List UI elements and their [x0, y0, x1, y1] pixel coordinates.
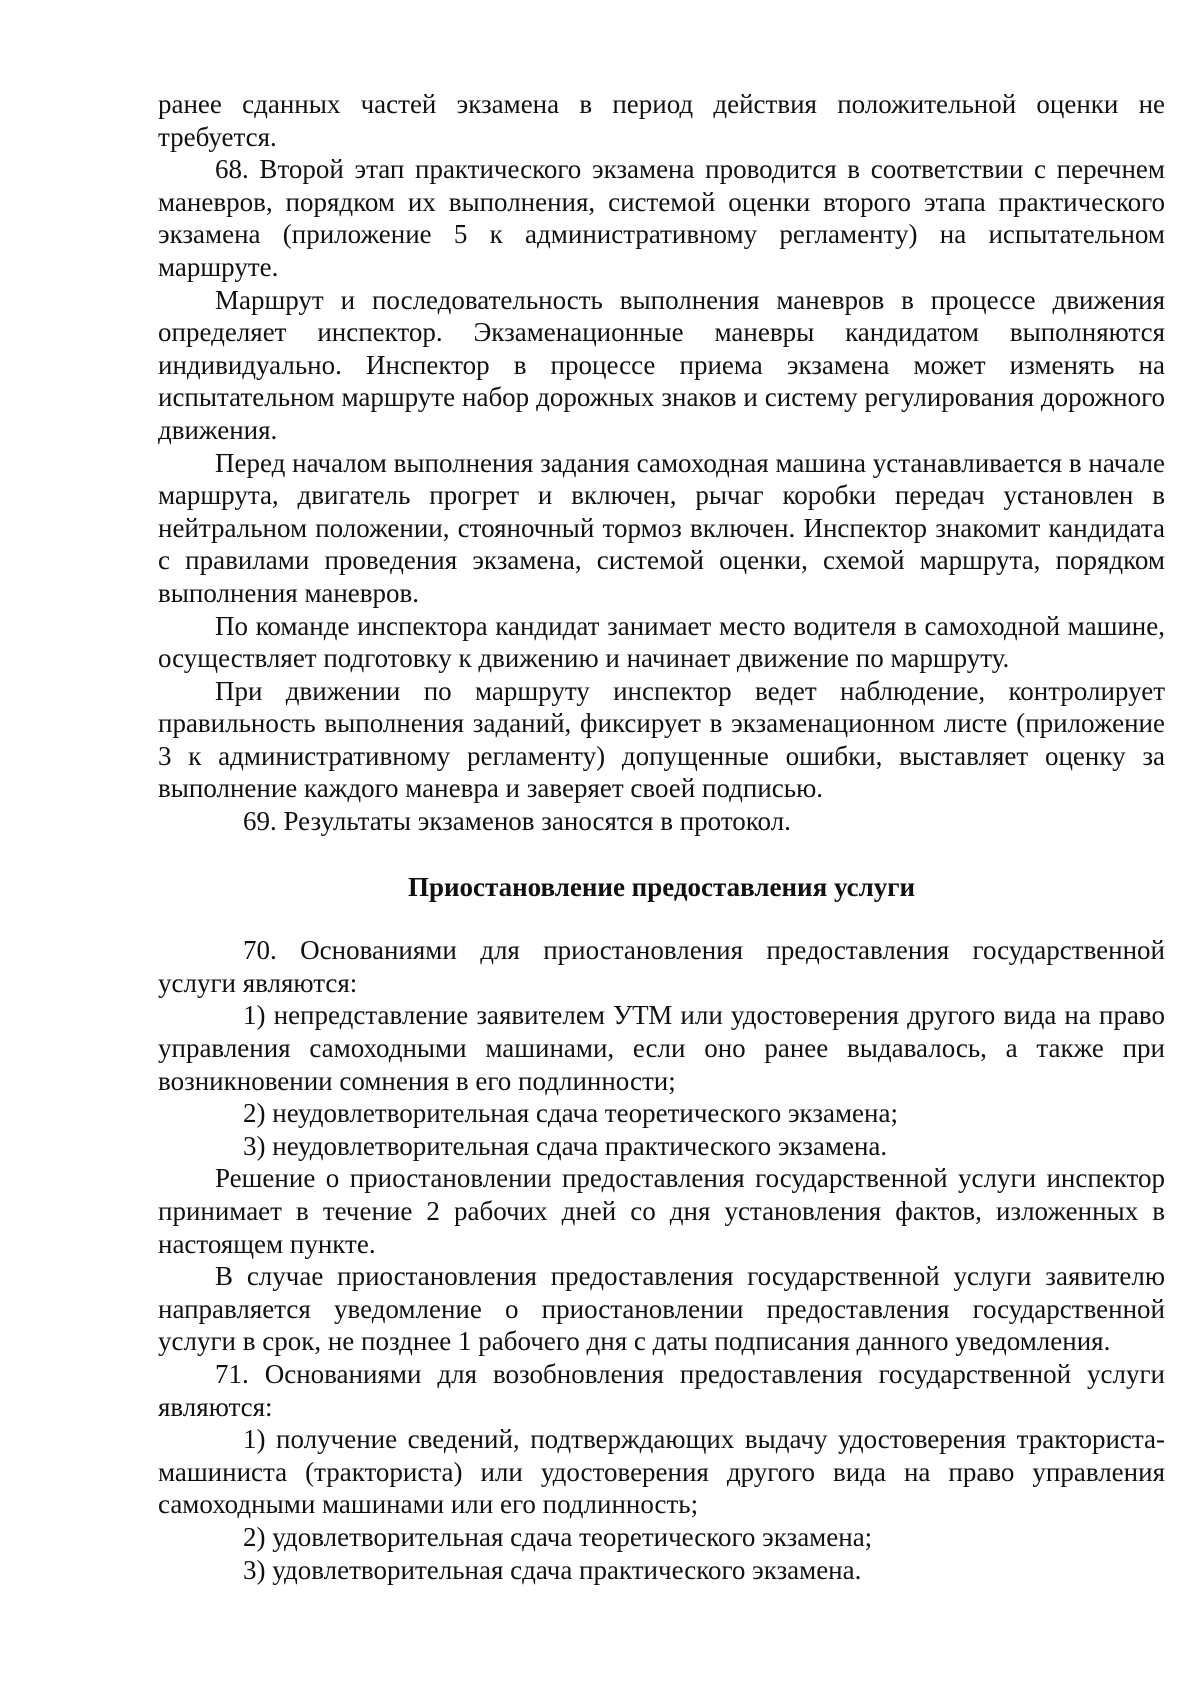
section-heading: Приостановление предоставления услуги [407, 871, 916, 902]
list-item-71-3: 3) удовлетворительная сдача практического экзамена. [243, 1554, 862, 1585]
list-item-70-1: 1) непредставление заявителем УТМ или удостоверения другого вида на право управления самоходными машинами, если оно ранее выдавалось, а также при возникновении сомнения в его подлинности; [158, 1000, 1165, 1096]
paragraph-70: 70. Основаниями для приостановления предоставления государственной услуги являются: [158, 935, 1165, 998]
paragraph-notification: В случае приостановления предоставления государственной услуги заявителю направляется уведомление о приостановлении предоставления государственной услуги в срок, не позднее 1 рабочего дня с даты подписания данного уведомления. [158, 1261, 1165, 1357]
paragraph-route: Маршрут и последовательность выполнения маневров в процессе движения определяет инспектор. Экзаменационные маневры кандидатом выполняются индивидуально. Инспектор в процессе приема экзамена может изменять на испытательном маршруте набор дорожных знаков и систему регулирования дорожного движения. [158, 284, 1165, 445]
paragraph-continuation: ранее сданных частей экзамена в период действия положительной оценки не требуется. [158, 89, 1165, 152]
list-item-71-2: 2) удовлетворительная сдача теоретического экзамена; [243, 1521, 873, 1552]
paragraph-71: 71. Основаниями для возобновления предоставления государственной услуги являются: [158, 1358, 1165, 1422]
paragraph-observation: При движении по маршруту инспектор ведет наблюдение, контролирует правильность выполнения заданий, фиксирует в экзаменационном листе (приложение 3 к административному регламенту) допущенные ошибки, выставляет оценку за выполнение каждого маневра и заверяет своей подписью. [158, 675, 1165, 804]
list-item-70-2: 2) неудовлетворительная сдача теоретического экзамена; [243, 1098, 898, 1129]
document-body [158, 88, 1165, 1586]
paragraph-decision: Решение о приостановлении предоставления государственной услуги инспектор принимает в течение 2 рабочих дней со дня установления фактов, изложенных в настоящем пункте. [158, 1163, 1165, 1259]
list-item-71-1: 1) получение сведений, подтверждающих выдачу удостоверения тракториста-машиниста (тракториста) или удостоверения другого вида на право управления самоходными машинами или его подлинность; [158, 1424, 1165, 1520]
paragraph-69: 69. Результаты экзаменов заносятся в протокол. [243, 806, 791, 837]
list-item-70-3: 3) неудовлетворительная сдача практического экзамена. [243, 1130, 888, 1161]
paragraph-preparation: Перед началом выполнения задания самоходная машина устанавливается в начале маршрута, двигатель прогрет и включен, рычаг коробки передач установлен в нейтральном положении, стояночный тормоз включен. Инспектор знакомит кандидата с правилами проведения экзамена, системой оценки, схемой маршрута, порядком выполнения маневров. [158, 447, 1165, 608]
paragraph-command: По команде инспектора кандидат занимает место водителя в самоходной машине, осуществляет подготовку к движению и начинает движение по маршруту. [158, 610, 1165, 674]
paragraph-68: 68. Второй этап практического экзамена проводится в соответствии с перечнем маневров, порядком их выполнения, системой оценки второго этапа практического экзамена (приложение 5 к административному регламенту) на испытательном маршруте. [158, 154, 1165, 282]
